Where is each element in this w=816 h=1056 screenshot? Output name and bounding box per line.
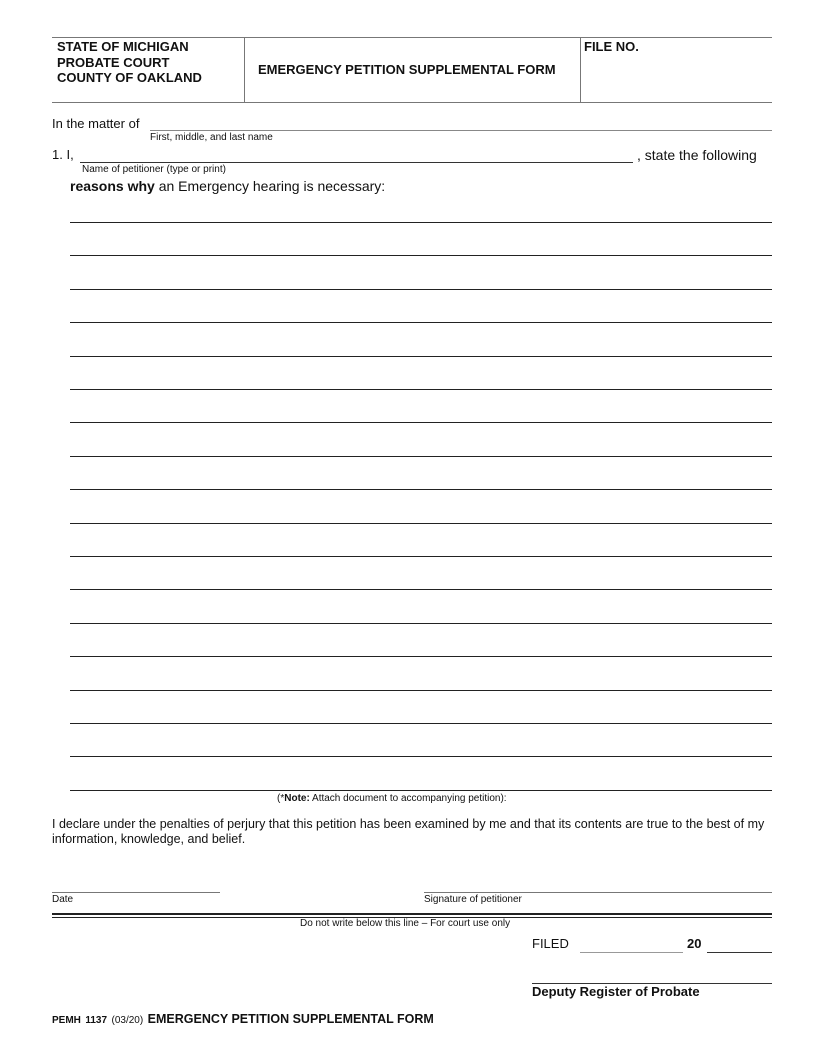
footer-number: 1137 [85, 1015, 108, 1026]
reason-line-input[interactable] [70, 208, 772, 223]
reason-line-input[interactable] [70, 575, 772, 590]
header-bottom-rule [52, 102, 772, 103]
reason-line-input[interactable] [70, 676, 772, 691]
court-use-rule [52, 913, 772, 915]
footer-code: PEMH [52, 1015, 81, 1026]
reason-line-input[interactable] [70, 308, 772, 323]
court-name [57, 39, 202, 86]
footer-revision: (03/20) [111, 1015, 144, 1026]
file-no-input[interactable] [586, 58, 766, 72]
header-top-rule [52, 37, 772, 38]
filed-date-input[interactable] [580, 938, 683, 953]
reason-line-input[interactable] [70, 408, 772, 423]
form-footer [52, 1010, 434, 1028]
court-county: COUNTY OF OAKLAND [57, 70, 202, 85]
reason-line-input[interactable] [70, 375, 772, 390]
filed-label: FILED [532, 936, 569, 951]
reason-line-input[interactable] [70, 241, 772, 256]
court-use-notice: Do not write below this line – For court use only [300, 918, 511, 929]
year-prefix: 20 [687, 936, 702, 951]
reason-line-input[interactable] [70, 742, 772, 757]
deputy-label: Deputy Register of Probate [532, 984, 700, 999]
reason-line-input[interactable] [70, 709, 772, 724]
filed-year-input[interactable] [707, 938, 772, 953]
header-divider [244, 37, 245, 102]
reasons-rest: an Emergency hearing is necessary: [154, 178, 386, 194]
reasons-heading [70, 178, 385, 194]
file-no-label: FILE NO. [584, 39, 639, 54]
reason-line-input[interactable] [70, 776, 772, 791]
attachment-note: (*Note: Attach document to accompanying petition): [277, 793, 507, 804]
reason-line-input[interactable] [70, 342, 772, 357]
item-suffix: , state the following [637, 147, 757, 163]
matter-caption: First, middle, and last name [150, 132, 273, 143]
court-type: PROBATE COURT [57, 54, 170, 70]
reason-line-input[interactable] [70, 642, 772, 657]
note-bold: Note: [284, 793, 310, 804]
petitioner-name-input[interactable] [80, 148, 633, 163]
matter-name-input[interactable] [150, 116, 772, 131]
item-number: 1. I, [52, 147, 74, 162]
matter-label: In the matter of [52, 116, 140, 131]
court-state: STATE OF MICHIGAN [57, 39, 189, 54]
reason-line-input[interactable] [70, 275, 772, 290]
reason-line-input[interactable] [70, 609, 772, 624]
reason-line-input[interactable] [70, 475, 772, 490]
reason-line-input[interactable] [70, 542, 772, 557]
note-rest: Attach document to accompanying petition): [309, 793, 507, 804]
signature-label: Signature of petitioner [424, 894, 522, 905]
date-label: Date [52, 894, 74, 905]
date-input[interactable] [52, 878, 220, 893]
declaration-text: I declare under the penalties of perjury that this petition has been examined by me and that its contents are true to the best of my information, knowledge, and belief. [52, 817, 765, 846]
reason-line-input[interactable] [70, 442, 772, 457]
footer-title: EMERGENCY PETITION SUPPLEMENTAL FORM [147, 1012, 434, 1026]
reason-line-input[interactable] [70, 509, 772, 524]
petitioner-caption: Name of petitioner (type or print) [82, 164, 226, 175]
signature-input[interactable] [424, 878, 772, 893]
header-divider [580, 37, 581, 102]
reasons-bold: reasons why [70, 178, 155, 194]
form-title: EMERGENCY PETITION SUPPLEMENTAL FORM [258, 62, 556, 77]
